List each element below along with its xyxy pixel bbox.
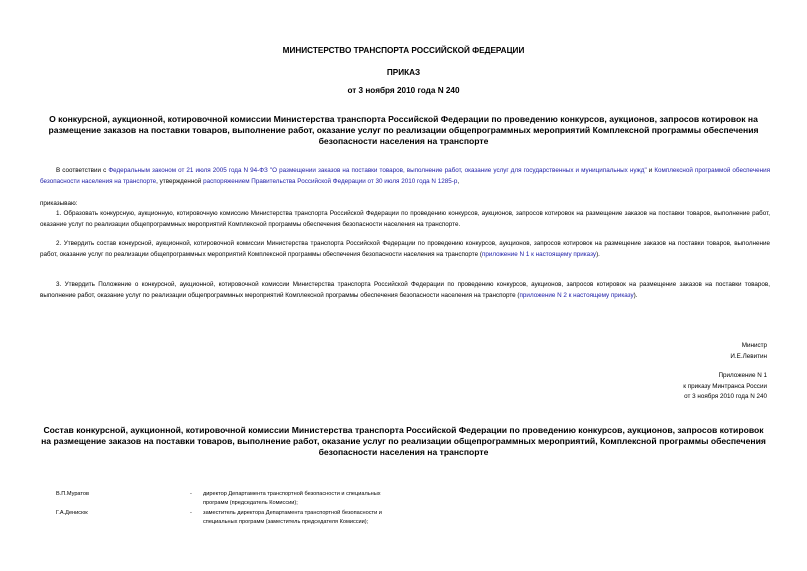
signature-name: И.Е.Левитин [730,352,767,360]
ministry-heading: МИНИСТЕРСТВО ТРАНСПОРТА РОССИЙСКОЙ ФЕДЕРАЦИИ [282,46,525,55]
member-description: директор Департамента транспортной безопасности и специальных программ (председатель Комиссии); [203,491,381,506]
order-item-2-text: 2. Утвердить состав конкурсной, аукционной, котировочной комиссии Министерства транспорта Российской Федерации по проведению конкурсов, аукционов, запросов котировок на размещение заказов на поставки товаров, выполнение работ, оказание услуг по реализации общепрограммных мероприятий Комплексной программы обеспечения безопасности населения на транспорте ( [40,240,770,258]
member-name: Г.А.Денисюк [56,510,88,516]
order-title: О конкурсной, аукционной, котировочной комиссии Министерства транспорта Российской Федерации по проведению конкурсов, аукционов, запросов котировок на размещение заказов на поставки товаров, выполнение работ, оказание услуг по реализации общепрограммных мероприятий Комплексной программы обеспечения безопасности населения на транспорте [48,114,759,146]
signature-block [730,341,767,362]
order-item-2-end: ). [596,250,600,258]
preamble-text-1: В соответствии с [56,167,109,174]
complex-program-link[interactable]: Комплексной программой обеспечения безопасности населения на транспорте [40,167,770,185]
preamble-text-3: , утвержденной [156,177,204,185]
preamble-text-4: , [457,177,460,185]
member-dash: - [190,491,192,497]
composition-title: Состав конкурсной, аукционной, котировочной комиссии Министерства транспорта Российской Федерации по проведению конкурсов, аукционов, запросов котировок на размещение заказов на поставки товаров, выполнение работ, оказание услуг по реализации общепрограммных мероприятий, Комплексной программы обеспечения безопасности населения на транспорте [41,425,766,457]
order-item-3-end: ). [633,291,638,299]
order-item-3-text: 3. Утвердить Положение о конкурсной, аукционной, котировочной комиссии Министерства транспорта Российской Федерации по проведению конкурсов, аукционов, запросов котировок на размещение заказов на поставки товаров, выполнение работ, оказание услуг по реализации общепрограммных мероприятий Комплексной программы обеспечения безопасности населения на транспорте ( [40,281,770,299]
government-order-link[interactable]: распоряжением Правительства Российской Федерации от 30 июля 2010 года N 1285-р [203,177,458,185]
signature-position: Министр [741,342,767,349]
order-item-3 [40,280,770,301]
appendix-reference-block [683,371,767,403]
appendix-number: Приложение N 1 [718,372,767,379]
doc-type-heading: ПРИКАЗ [386,68,421,77]
member-dash: - [190,510,192,516]
federal-law-link[interactable]: Федеральным законом от 21 июля 2005 года N 94-ФЗ "О размещении заказов на поставки товаров, выполнение работ, оказание услуг для государственных и муниципальных нужд" [108,167,647,174]
appendix-order-date: от 3 ноября 2010 года N 240 [684,393,767,400]
member-description: заместитель директора Департамента транспортной безопасности и специальных программ (заместитель председателя Комиссии); [203,510,382,525]
order-word: приказываю: [40,200,78,207]
preamble-paragraph [40,166,770,187]
order-item-1 [40,209,770,230]
preamble-text-2: и [646,167,655,174]
order-item-1-text: 1. Образовать конкурсную, аукционную, котировочную комиссию Министерства транспорта Российской Федерации по проведению конкурсов, аукционов, запросов котировок на размещение заказов на поставки товаров, выполнение работ, оказание услуг по реализации общепрограммных мероприятий Комплексной программы обеспечения безопасности населения на транспорте. [40,210,770,228]
member-name: В.П.Муратов [56,491,89,497]
appendix-order-ref: к приказу Минтранса России [683,382,767,390]
appendix-2-link[interactable]: приложение N 2 к настоящему приказу [519,291,634,299]
appendix-1-link[interactable]: приложение N 1 к настоящему приказу [481,250,597,258]
order-date-number: от 3 ноября 2010 года N 240 [347,86,460,95]
order-item-2 [40,239,770,260]
